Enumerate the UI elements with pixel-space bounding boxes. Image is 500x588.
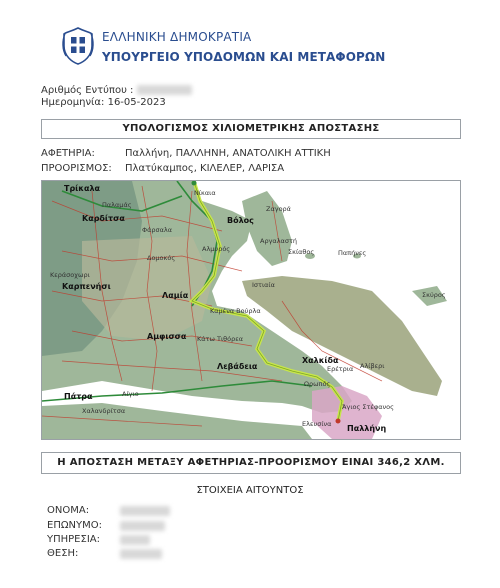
map-label-livadeia: Λεβάδεια <box>217 362 258 371</box>
map-label-patra: Πάτρα <box>64 392 93 401</box>
destination-value: Πλατύκαμπος, ΚΙΛΕΛΕΡ, ΛΑΡΙΣΑ <box>125 163 285 174</box>
map-label-pallini: Παλλήνη <box>347 424 387 433</box>
map-label-zagora: Ζαγορά <box>266 205 291 213</box>
route-map <box>41 180 461 440</box>
map-label-papines: Παπήνες <box>338 249 367 257</box>
org-line2: ΥΠΟΥΡΓΕΙΟ ΥΠΟΔΟΜΩΝ ΚΑΙ ΜΕΤΑΦΟΡΩΝ <box>102 50 386 64</box>
form-number-redacted <box>137 85 192 95</box>
map-label-farsala: Φάρσαλα <box>142 226 173 234</box>
destination-label: ΠΡΟΟΡΙΣΜΟΣ: <box>41 163 112 174</box>
surname-label: ΕΠΩΝΥΜΟ: <box>47 520 102 531</box>
map-label-chalandritsa: Χαλανδρίτσα <box>82 407 126 415</box>
name-label: ΟΝΟΜΑ: <box>47 505 90 516</box>
map-label-kerasochori: Κεράσοχωρι <box>50 271 90 279</box>
map-label-istiaia: Ιστιαία <box>252 281 275 289</box>
surname-redacted <box>120 521 165 531</box>
origin-value: Παλλήνη, ΠΑΛΛΗΝΗ, ΑΝΑΤΟΛΙΚΗ ΑΤΤΙΚΗ <box>125 148 331 159</box>
form-number-row <box>41 85 192 96</box>
map-label-chalkida: Χαλκίδα <box>302 356 339 365</box>
position-label: ΘΕΣΗ: <box>47 548 79 559</box>
map-label-palamas: Παλαμάς <box>102 201 132 209</box>
map-label-kato-tithorea: Κάτω Τιθόρεα <box>197 335 244 343</box>
map-svg <box>42 181 460 439</box>
map-label-volos: Βόλος <box>227 216 254 225</box>
name-redacted <box>120 506 170 516</box>
date-row <box>41 97 166 108</box>
map-label-eretria: Ερέτρια <box>327 365 354 373</box>
map-label-amfissa: Αμφισσα <box>147 332 187 341</box>
org-line1: ΕΛΛΗΝΙΚΗ ΔΗΜΟΚΡΑΤΙΑ <box>102 30 252 44</box>
applicant-section-title: ΣΤΟΙΧΕΙΑ ΑΙΤΟΥΝΤΟΣ <box>196 485 304 496</box>
service-redacted <box>120 535 150 545</box>
map-label-agios-stefanos: Άγιος Στέφανος <box>342 403 394 411</box>
date-label: Ημερομηνία: <box>41 97 105 108</box>
map-label-lamia: Λαμία <box>162 291 189 300</box>
map-label-karditsa: Καρδίτσα <box>82 214 125 223</box>
map-label-skiathos: Σκίαθος <box>288 248 315 256</box>
map-label-kamena-vourla: Καμένα Βούρλα <box>210 307 261 315</box>
distance-result: Η ΑΠΟΣΤΑΣΗ ΜΕΤΑΞΥ ΑΦΕΤΗΡΙΑΣ-ΠΡΟΟΡΙΣΜΟΥ ΕΙΝΑΙ 346,2 ΧΛΜ. <box>41 452 461 474</box>
position-redacted <box>120 549 162 559</box>
map-label-karpenisi: Καρπενήσι <box>62 282 111 291</box>
map-label-nikaia: Νίκαια <box>194 189 216 197</box>
map-label-argalasti: Αργαλαστή <box>260 237 297 245</box>
map-label-aliveri: Αλίβερι <box>360 362 385 370</box>
map-label-almyros: Αλμυρός <box>202 245 231 253</box>
map-label-eleusina: Ελευσίνα <box>302 420 332 428</box>
map-label-oropos: Ωρωπός <box>304 380 331 388</box>
service-label: ΥΠΗΡΕΣΙΑ: <box>47 534 100 545</box>
map-label-trikala: Τρίκαλα <box>64 184 101 193</box>
map-label-skyros: Σκύρος <box>422 291 446 299</box>
greek-coat-of-arms-icon <box>60 26 96 66</box>
map-label-aigio: Αίγιο <box>122 390 139 398</box>
form-number-label: Αριθμός Εντύπου : <box>41 85 134 96</box>
page-title: ΥΠΟΛΟΓΙΣΜΟΣ ΧΙΛΙΟΜΕΤΡΙΚΗΣ ΑΠΟΣΤΑΣΗΣ <box>41 119 461 139</box>
date-value: 16-05-2023 <box>107 97 166 108</box>
map-label-domokos: Δομοκός <box>147 254 176 262</box>
origin-label: ΑΦΕΤΗΡΙΑ: <box>41 148 95 159</box>
origin-marker <box>336 419 341 424</box>
